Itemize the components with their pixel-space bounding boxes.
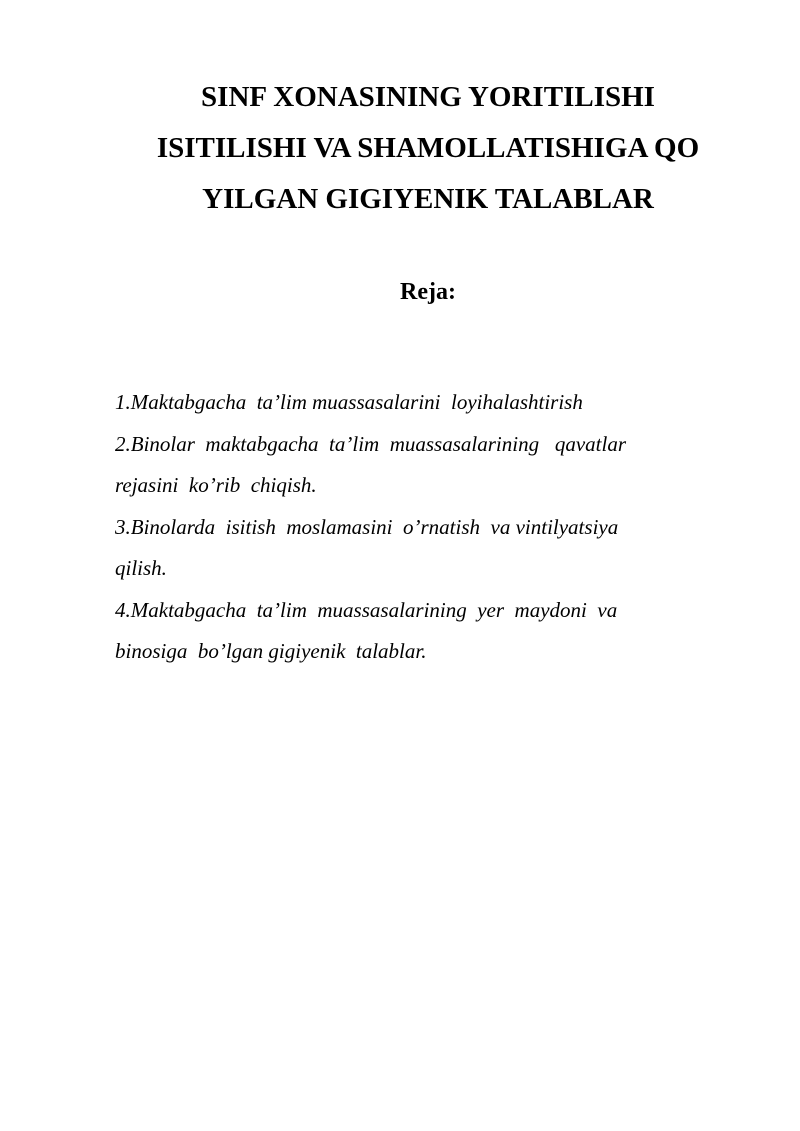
plan-heading: Reja: (400, 279, 456, 305)
plan-line-7: binosiga bo’lgan gigiyenik talablar. (115, 639, 427, 663)
document-title (80, 72, 776, 225)
plan-line-3: rejasini ko’rib chiqish. (115, 473, 317, 497)
plan-list (115, 382, 715, 673)
title-line-3: YILGAN GIGIYENIK TALABLAR (202, 183, 654, 215)
plan-line-1: 1.Maktabgacha ta’lim muassasalarini loyihalashtirish (115, 390, 583, 414)
plan-line-4: 3.Binolarda isitish moslamasini o’rnatish va vintilyatsiya (115, 514, 619, 539)
title-line-2: ISITILISHI VA SHAMOLLATISHIGA QO (156, 132, 700, 164)
plan-line-5: qilish. (115, 556, 167, 580)
title-line-1: SINF XONASINING YORITILISHI (201, 81, 655, 113)
plan-line-6: 4.Maktabgacha ta’lim muassasalarining yer maydoni va (115, 597, 618, 622)
plan-line-2: 2.Binolar maktabgacha ta’lim muassasalarining qavatlar (115, 431, 626, 456)
